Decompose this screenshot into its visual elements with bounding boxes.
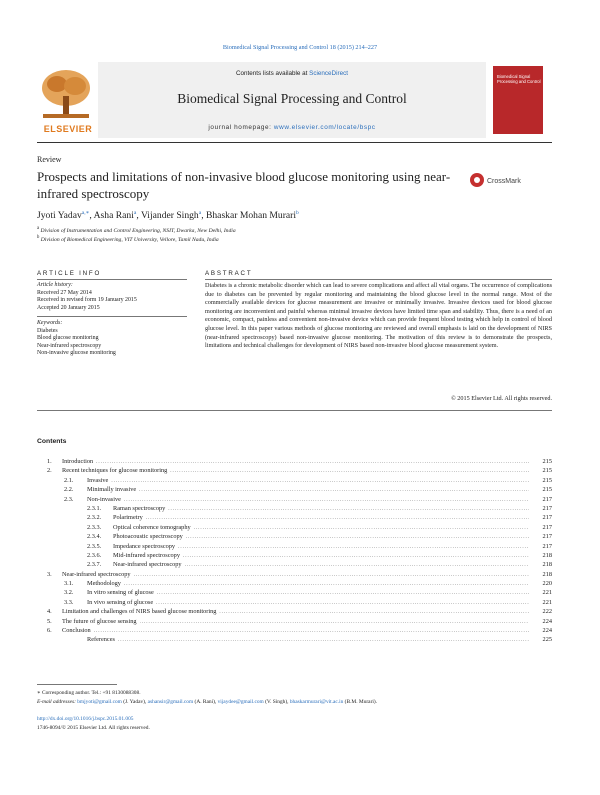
author-name: Vijander Singh (140, 210, 199, 222)
affiliation-a-sup: a (37, 226, 40, 231)
toc-entry-page: 217 (542, 504, 552, 512)
toc-entry-label: References (87, 636, 115, 644)
toc-entry-page: 217 (542, 514, 552, 522)
toc-entry[interactable] (37, 477, 552, 486)
toc-entry-number: 3.2. (64, 589, 74, 597)
toc-entry-number: 2.3.2. (87, 514, 102, 522)
toc-entry-page: 218 (542, 551, 552, 559)
toc-entry[interactable] (37, 636, 552, 645)
contents-prefix: Contents lists available at (235, 70, 310, 77)
toc-entry-number: 2.3.1. (87, 504, 102, 512)
email-owner: (B.M. Murari). (343, 699, 378, 705)
author-affiliation-marker[interactable]: b (296, 210, 299, 216)
toc-leader-dots (219, 610, 529, 615)
toc-entry[interactable] (37, 524, 552, 533)
toc-entry[interactable] (37, 496, 552, 505)
toc-entry-label: Raman spectroscopy (113, 504, 166, 512)
toc-entry-page: 224 (542, 617, 552, 625)
toc-entry-number: 2.3. (64, 495, 74, 503)
toc-leader-dots (146, 516, 529, 521)
toc-leader-dots (124, 582, 529, 587)
toc-entry-page: 218 (542, 561, 552, 569)
toc-entry[interactable] (37, 571, 552, 580)
issn-copyright: 1746-8094/© 2015 Elsevier Ltd. All rights reserved. (37, 725, 150, 731)
toc-entry-number: 1. (47, 458, 52, 465)
email-label: E-mail addresses: (37, 699, 78, 705)
author-list (37, 210, 299, 221)
info-rule (37, 279, 187, 280)
toc-entry-label: In vitro sensing of glucose (87, 589, 154, 597)
cover-title: Biomedical Signal Processing and Control (497, 74, 541, 85)
toc-entry[interactable] (37, 608, 552, 617)
author-separator: , (201, 210, 206, 222)
abstract-text: Diabetes is a chronic metabolic disorder which can lead to severe complications and affect all vital organs. The occurrence of complications due to diabetes can be prevented by regular monitoring and maintaining the blood glucose level in the normal range. Most of the commercially available devices for glucose measurement are invasive or minimally invasive. Invasive devices used for blood glucose monitoring are inconvenient and painful whereas minimal invasive devices have limited time span and stability. Thus, there is a need of an economic, compact, painless and convenient non-invasive device which can provide frequent blood testing which help in control of blood glucose level. In this paper various methods of glucose monitoring are reviewed and overall emphasis is laid on the development of NIRS (near-infrared spectroscopy) based non-invasive glucose monitoring. The motivation of this review is to demonstrate the prospects, limitations and technical challenges for development of NIRS based non-invasive blood glucose measurement system. (205, 282, 552, 350)
history-accepted: Accepted 20 January 2015 (37, 304, 100, 311)
toc-entry-number: 2.2. (64, 486, 74, 494)
email-owner: (J. Yadav), (121, 699, 148, 705)
keyword-item: Blood glucose monitoring (37, 335, 99, 342)
toc-entry-number: 2. (47, 467, 52, 475)
affiliation-a-text: Division of Instrumentation and Control Engineering, NSIT, Dwarka, New Delhi, India (39, 227, 236, 234)
toc-entry-page: 224 (542, 627, 552, 635)
header-divider (37, 142, 552, 143)
toc-entry-page: 221 (542, 589, 552, 597)
toc-entry-page: 221 (542, 598, 552, 606)
article-history (37, 282, 187, 312)
affiliation-b-text: Division of Biomedical Engineering, VIT University, Vellore, Tamil Nadu, India (39, 236, 219, 243)
abstract-copyright: © 2015 Elsevier Ltd. All rights reserved. (451, 395, 552, 402)
toc-leader-dots (178, 545, 529, 550)
publisher-name: ELSEVIER (43, 124, 93, 134)
homepage-link[interactable]: www.elsevier.com/locate/bspc (273, 124, 376, 131)
toc-entry[interactable] (37, 599, 552, 608)
article-title: Prospects and limitations of non-invasive blood glucose monitoring using near-infrared spectroscopy (37, 169, 451, 201)
toc-entry-page: 215 (542, 458, 552, 465)
toc-entry[interactable] (37, 580, 552, 589)
abstract-rule (205, 279, 552, 280)
journal-reference[interactable]: Biomedical Signal Processing and Control 18 (2015) 214–227 (222, 44, 378, 51)
toc-leader-dots (111, 479, 529, 484)
affiliation-b-sup: b (37, 235, 40, 240)
toc-entry-label: Methodology (87, 580, 121, 588)
toc-entry[interactable] (37, 561, 552, 570)
toc-entry-label: Optical coherence tomography (113, 523, 191, 531)
history-label: Article history: (37, 282, 73, 288)
crossmark-badge[interactable] (469, 172, 539, 188)
author-separator: , (136, 210, 141, 222)
toc-leader-dots (194, 526, 529, 531)
toc-entry-number: 3.1. (64, 580, 74, 588)
toc-entry[interactable] (37, 552, 552, 561)
email-addresses (37, 699, 377, 705)
affiliation-a (37, 226, 236, 234)
toc-entry-page: 217 (542, 495, 552, 503)
toc-entry-label: Impedance spectroscopy (113, 542, 176, 550)
toc-entry-page: 217 (542, 533, 552, 541)
keyword-item: Near-infrared spectroscopy (37, 342, 102, 349)
article-info-heading: ARTICLE INFO (37, 270, 102, 277)
toc-entry-label: Recent techniques for glucose monitoring (62, 467, 168, 475)
toc-leader-dots (134, 573, 529, 578)
keyword-item: Non-invasive glucose monitoring (37, 350, 116, 357)
abstract-bottom-rule (37, 410, 552, 411)
toc-entry-label: Near-infrared spectroscopy (62, 570, 131, 578)
email-link[interactable]: bhaskarmurari@vit.ac.in (289, 699, 344, 705)
elsevier-tree-logo (37, 66, 95, 132)
email-owner: (A. Rani), (193, 699, 218, 705)
toc-entry[interactable] (37, 533, 552, 542)
toc-entry-page: 220 (542, 580, 552, 588)
toc-entry-label: The future of glucose sensing (62, 617, 137, 625)
toc-entry-number: 2.1. (64, 476, 74, 484)
toc-entry[interactable] (37, 467, 552, 476)
corresponding-author-note: ∗ Corresponding author. Tel.: +91 8130088308. (37, 690, 141, 696)
author-name: Jyoti Yadav (37, 210, 82, 222)
toc-entry-label: Conclusion (62, 627, 91, 635)
toc-leader-dots (186, 535, 529, 540)
footnote-rule (37, 684, 117, 685)
toc-entry-number: 2.3.3. (87, 523, 102, 531)
toc-entry-number: 5. (47, 617, 52, 625)
email-link[interactable]: vijaydee@gmail.com (217, 699, 264, 705)
toc-entry-label: Non-invasive (87, 495, 121, 503)
homepage-prefix: journal homepage: (208, 124, 274, 131)
contents-heading: Contents (37, 438, 67, 445)
toc-entry-page: 222 (542, 608, 552, 616)
toc-entry-page: 225 (542, 636, 552, 644)
journal-homepage (98, 124, 486, 131)
history-revised: Received in revised form 19 January 2015 (37, 297, 137, 304)
sciencedirect-link[interactable]: ScienceDirect (309, 70, 348, 77)
toc-entry-label: Minimally invasive (87, 486, 137, 494)
toc-entry-page: 215 (542, 476, 552, 484)
toc-entry-number: 4. (47, 608, 52, 616)
table-of-contents (37, 458, 552, 646)
author-affiliation-marker[interactable]: a,∗ (81, 210, 90, 216)
keywords (37, 320, 187, 358)
author-affiliation-marker[interactable]: a (198, 210, 202, 216)
abstract-heading: ABSTRACT (205, 270, 253, 277)
toc-entry-label: Near-infrared spectroscopy (113, 561, 182, 569)
toc-leader-dots (124, 498, 529, 503)
toc-leader-dots (139, 488, 529, 493)
affiliation-b (37, 235, 219, 243)
keywords-label: Keywords: (37, 320, 63, 326)
toc-entry-number: 2.3.7. (87, 561, 102, 569)
toc-entry[interactable] (37, 458, 552, 467)
toc-leader-dots (96, 460, 529, 465)
email-link[interactable]: bmjyoti@gmail.com (77, 699, 122, 705)
toc-leader-dots (185, 563, 529, 568)
toc-entry-label: Polarimetry (113, 514, 143, 522)
toc-entry-number: 2.3.6. (87, 551, 102, 559)
history-received: Received 27 May 2014 (37, 289, 92, 296)
toc-entry-label: Mid-infrared spectroscopy (113, 551, 180, 559)
article-type: Review (37, 155, 62, 164)
info-divider (37, 316, 187, 317)
author-affiliation-marker[interactable]: a (133, 210, 137, 216)
author-separator: , (89, 210, 94, 222)
toc-entry-page: 217 (542, 523, 552, 531)
toc-entry-number: 3.3. (64, 598, 74, 606)
toc-entry-page: 218 (542, 570, 552, 578)
toc-leader-dots (157, 591, 529, 596)
toc-leader-dots (94, 629, 529, 634)
toc-entry-page: 215 (542, 467, 552, 475)
toc-entry[interactable] (37, 618, 552, 627)
toc-entry-label: Limitation and challenges of NIRS based glucose monitoring (62, 608, 217, 616)
toc-entry-label: In vivo sensing of glucose (87, 598, 154, 606)
author-name: Asha Rani (93, 210, 134, 222)
toc-leader-dots (170, 469, 529, 474)
contents-available-line (98, 70, 486, 77)
toc-leader-dots (183, 554, 529, 559)
toc-entry-page: 215 (542, 486, 552, 494)
toc-entry-number: 3. (47, 570, 52, 578)
toc-leader-dots (168, 507, 529, 512)
toc-entry-number: 2.3.5. (87, 542, 102, 550)
toc-entry-label: Photoacoustic spectroscopy (113, 533, 183, 541)
toc-entry-page: 217 (542, 542, 552, 550)
toc-entry-label: Invasive (87, 476, 109, 484)
email-link[interactable]: ashansir@gmail.com (147, 699, 194, 705)
doi-link[interactable]: http://dx.doi.org/10.1016/j.bspc.2015.01.005 (37, 716, 134, 722)
toc-entry[interactable] (37, 543, 552, 552)
toc-entry[interactable] (37, 627, 552, 636)
journal-cover-image (493, 66, 543, 134)
email-owner: (V. Singh), (263, 699, 290, 705)
journal-title: Biomedical Signal Processing and Control (177, 91, 407, 106)
toc-entry-label: Introduction (62, 458, 94, 465)
toc-leader-dots (156, 601, 529, 606)
toc-entry-number: 2.3.4. (87, 533, 102, 541)
toc-entry-number: 6. (47, 627, 52, 635)
toc-leader-dots (140, 620, 530, 625)
toc-entry[interactable] (37, 486, 552, 495)
toc-entry[interactable] (37, 505, 552, 514)
toc-entry[interactable] (37, 514, 552, 523)
toc-entry[interactable] (37, 589, 552, 598)
author-name: Bhaskar Mohan Murari (205, 210, 297, 222)
keyword-item: Diabetes (37, 327, 58, 334)
toc-leader-dots (118, 638, 529, 643)
crossmark-label: CrossMark (487, 178, 521, 185)
